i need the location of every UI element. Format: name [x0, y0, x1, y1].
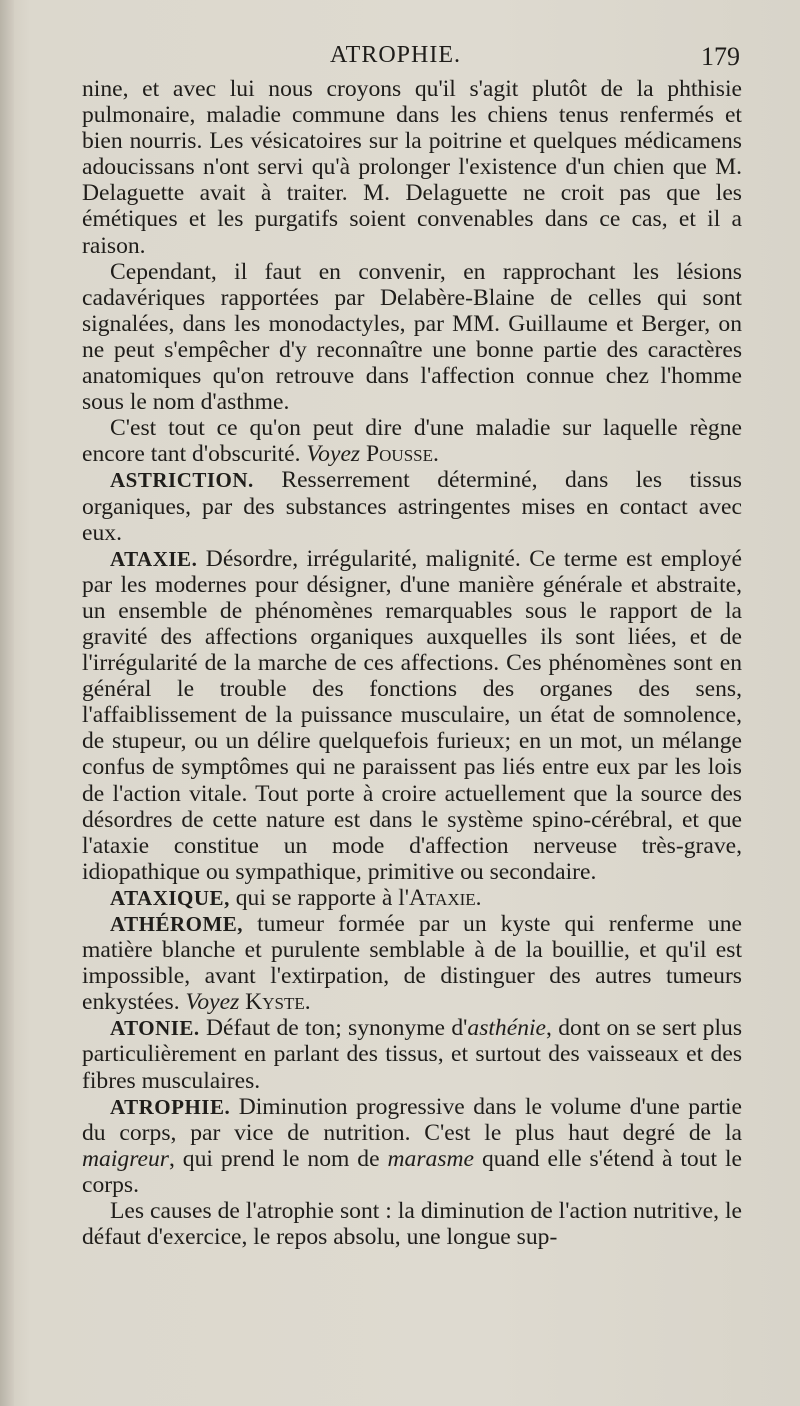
- paragraph: [82, 415, 742, 467]
- entry-headword: ATAXIQUE,: [110, 885, 230, 910]
- entry-definition-cont: , qui prend le nom de: [168, 1145, 380, 1172]
- entry-atherome: [82, 911, 742, 1015]
- running-title: ATROPHIE.: [330, 42, 462, 68]
- entry-ataxie: [82, 546, 742, 885]
- cross-reference: Kyste.: [245, 989, 311, 1016]
- entry-definition: tumeur formée par un kyste qui renferme une matière blanche et purulente semblable à de la bouillie, et qu'il est impossible, avant l'extirpation, de distinguer des autres tumeurs enkystées.: [82, 911, 742, 1016]
- paragraph-text: Les causes de l'atrophie sont : la diminution de l'action nutritive, le défaut d'exercice, le repos absolu, une longue sup-: [82, 1198, 742, 1251]
- entry-definition-cont: quand elle s'étend à tout le corps.: [82, 1145, 742, 1198]
- italic-term: asthénie: [467, 1015, 547, 1042]
- entry-astriction: [82, 467, 742, 545]
- body-text: [82, 76, 742, 1250]
- entry-definition: Désordre, irrégularité, malignité. Ce terme est employé par les modernes pour désigner, d'une manière générale et abstraite, un ensemble de phénomènes remarquables sous le rapport de la gravité des affections organiques auxquelles ils sont liées, et de l'irrégularité de la marche de ces affections. Ces phénomènes sont en général le trouble des fonctions des organes des sens, l'affaiblissement de la puissance musculaire, un état de somnolence, de stupeur, ou un délire quelquefois furieux; en un mot, un mélange confus de symptômes qui ne paraissent pas liés entre eux par les lois de l'action vitale. Tout porte à croire actuellement que la source des désordres de cette nature est dans le système spino-cérébral, et que l'ataxie constitue un mode d'affection nerveuse très-grave, idiopathique ou sympathique, primitive ou secondaire.: [82, 545, 742, 885]
- paragraph: [82, 1198, 742, 1250]
- entry-definition-cont: , dont on se sert plus particulièrement en parlant des tissus, et surtout des vaisseaux et des fibres musculaires.: [82, 1015, 743, 1094]
- entry-definition: Défaut de ton; synonyme d': [205, 1015, 468, 1042]
- voyez-label: Voyez: [185, 989, 240, 1016]
- paragraph: [82, 259, 742, 416]
- entry-definition: Diminution progressive dans le volume d'une partie du corps, par vice de nutrition. C'est le plus haut degré de la: [82, 1093, 742, 1146]
- cross-reference: Ataxie.: [409, 884, 482, 911]
- entry-headword: ASTRICTION.: [110, 468, 254, 493]
- cross-reference: Pousse.: [366, 441, 439, 468]
- entry-headword: ATROPHIE.: [110, 1094, 231, 1119]
- entry-headword: ATAXIE.: [110, 546, 198, 571]
- entry-headword: ATHÉROME,: [110, 912, 244, 936]
- entry-definition: qui se rapporte à l': [235, 884, 410, 911]
- paragraph-text: Cependant, il faut en convenir, en rapprochant les lésions cadavériques rapportées par Delabère-Blaine de celles qui sont signalées, dans les monodactyles, par MM. Guillaume et Berger, on ne peut s'empêcher d'y reconnaître une bonne partie des caractères anatomiques qu'on retrouve dans l'affection connue chez l'homme sous le nom d'asthme.: [82, 258, 742, 416]
- paragraph-text: nine, et avec lui nous croyons qu'il s'agit plutôt de la phthisie pulmonaire, maladie commune dans les chiens tenus renfermés et bien nourris. Les vésicatoires sur la poitrine et quelques médicamens adoucissans n'ont servi qu'à prolonger l'existence d'un chien que M. Delaguette avait à traiter. M. Delaguette ne croit pas que les émétiques et les purgatifs soient convenables dans ce cas, et il a raison.: [82, 76, 742, 259]
- italic-term: marasme: [387, 1145, 475, 1172]
- entry-headword: ATONIE.: [110, 1016, 200, 1041]
- paragraph-continuation: [82, 76, 742, 259]
- italic-term: maigreur: [82, 1145, 169, 1172]
- entry-atonie: [82, 1015, 742, 1093]
- page-spine-shadow: [0, 0, 14, 1406]
- entry-definition: Resserrement déterminé, dans les tissus organiques, par des substances astringentes mises en contact avec eux.: [82, 467, 742, 546]
- paragraph-text: C'est tout ce qu'on peut dire d'une maladie sur laquelle règne encore tant d'obscurité.: [82, 415, 742, 468]
- page-number: 179: [701, 42, 740, 71]
- entry-ataxique: [82, 885, 742, 911]
- entry-atrophie: [82, 1094, 742, 1198]
- voyez-label: Voyez: [306, 441, 361, 468]
